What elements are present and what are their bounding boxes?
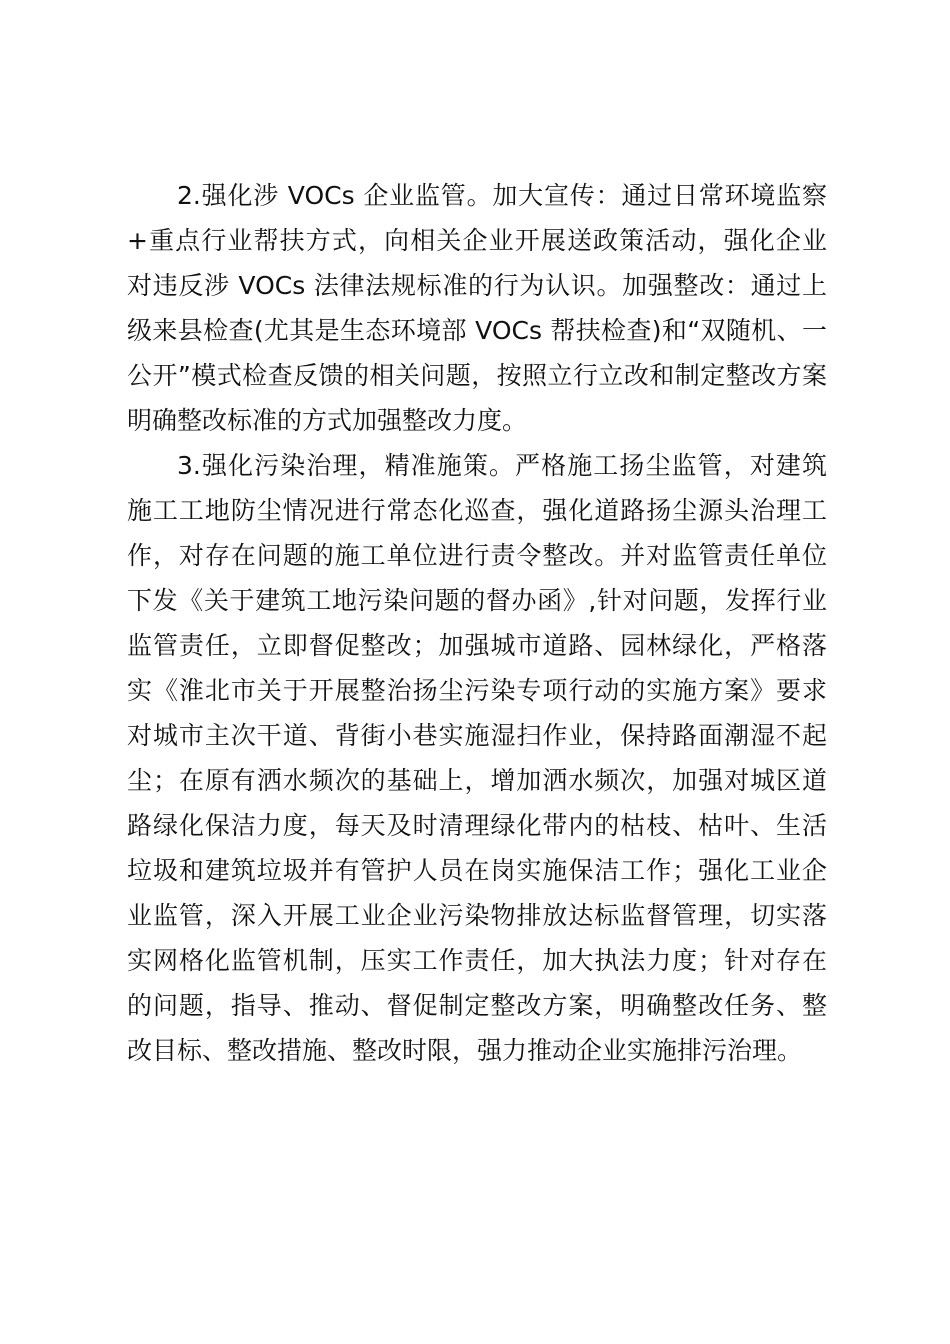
paragraph-line: 3.强化污染治理，精准施策。严格施工扬尘监管，对建筑 [177,451,827,480]
paragraph-line: 施工工地防尘情况进行常态化巡查，强化道路扬尘源头治理工 [127,496,827,525]
paragraph-line: 的问题，指导、推动、督促制定整改方案，明确整改任务、整 [127,991,827,1020]
paragraph-line: 路绿化保洁力度，每天及时清理绿化带内的枯枝、枯叶、生活 [127,811,827,840]
document-body [127,173,827,1073]
paragraph-line: 业监管，深入开展工业企业污染物排放达标监督管理，切实落 [127,901,827,930]
paragraph-line: 实《淮北市关于开展整治扬尘污染专项行动的实施方案》要求 [127,676,827,705]
paragraph-line: 级来县检查(尤其是生态环境部 VOCs 帮扶检查)和“双随机、一 [127,316,827,345]
paragraph-line: 监管责任，立即督促整改；加强城市道路、园林绿化，严格落 [127,631,827,660]
paragraph-line: 垃圾和建筑垃圾并有管护人员在岗实施保洁工作；强化工业企 [127,856,827,885]
paragraph-line: 下发《关于建筑工地污染问题的督办函》,针对问题，发挥行业 [127,586,827,615]
paragraph-line: 对城市主次干道、背街小巷实施湿扫作业，保持路面潮湿不起 [127,721,827,750]
paragraph-line: 改目标、整改措施、整改时限，强力推动企业实施排污治理。 [127,1036,803,1065]
paragraph-pollution-control [127,443,827,1073]
paragraph-vocs-supervision [127,173,827,443]
paragraph-line: 2.强化涉 VOCs 企业监管。加大宣传：通过日常环境监察 [177,181,827,210]
paragraph-line: 明确整改标准的方式加强整改力度。 [127,406,528,435]
paragraph-line: +重点行业帮扶方式，向相关企业开展送政策活动，强化企业 [127,226,827,255]
paragraph-line: 作，对存在问题的施工单位进行责令整改。并对监管责任单位 [127,541,827,570]
paragraph-line: 实网格化监管机制，压实工作责任，加大执法力度；针对存在 [127,946,827,975]
paragraph-line: 对违反涉 VOCs 法律法规标准的行为认识。加强整改：通过上 [127,271,827,300]
paragraph-line: 公开”模式检查反馈的相关问题，按照立行立改和制定整改方案 [127,361,827,390]
paragraph-line: 尘；在原有洒水频次的基础上，增加洒水频次，加强对城区道 [127,766,827,795]
